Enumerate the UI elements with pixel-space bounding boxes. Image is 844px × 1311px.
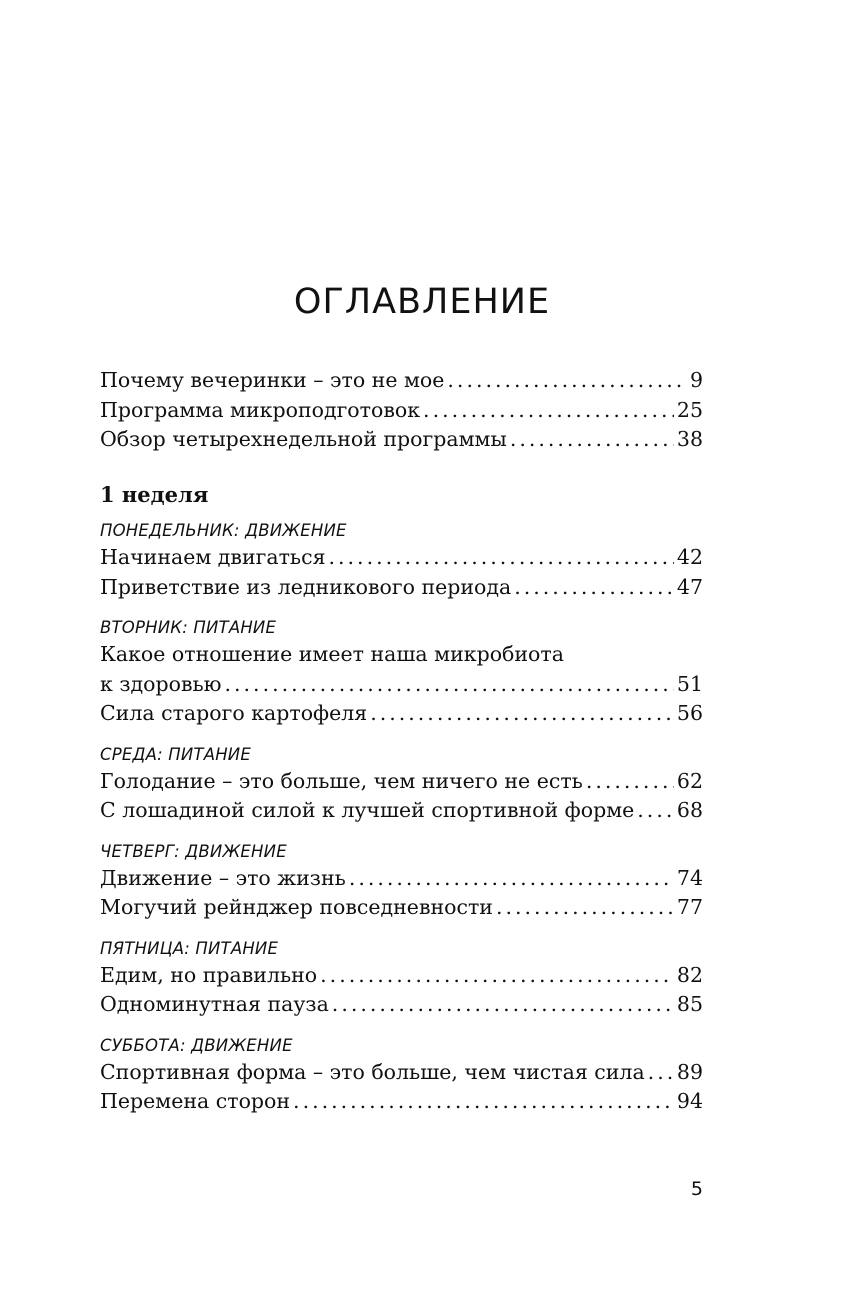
week-heading: 1 неделя <box>100 481 209 507</box>
toc-entry-page: 82 <box>676 962 703 987</box>
toc-entry-title: к здоровью <box>100 671 222 696</box>
toc-entry[interactable] <box>100 1087 703 1117</box>
toc-entry-title: Сила старого картофеля <box>100 701 368 725</box>
toc-entry-page: 56 <box>676 701 703 725</box>
dot-leader <box>332 990 674 1020</box>
day-section-saturday <box>100 1035 703 1117</box>
toc-entry-title: Голодание – это больше, чем ничего не есть <box>100 768 583 793</box>
toc-entry[interactable] <box>100 396 703 426</box>
toc-entry[interactable] <box>100 425 703 455</box>
dot-leader <box>648 1058 674 1088</box>
toc-entry-page: 68 <box>676 798 703 822</box>
toc-entry[interactable] <box>100 864 703 894</box>
toc-entry-title: Приветствие из ледникового периода <box>100 574 512 599</box>
day-heading: ВТОРНИК: ПИТАНИЕ <box>100 618 277 637</box>
toc-entry[interactable] <box>100 543 703 573</box>
toc-entry-title: Перемена сторон <box>100 1089 291 1113</box>
day-section-tuesday <box>100 617 703 729</box>
dot-leader <box>349 864 674 894</box>
dot-leader <box>225 670 674 700</box>
toc-entry-page: 9 <box>689 368 703 392</box>
toc-entry-title: Одноминутная пауза <box>100 992 329 1016</box>
toc-entry-page: 89 <box>676 1059 703 1084</box>
dot-leader <box>320 961 674 991</box>
day-section-monday <box>100 520 703 602</box>
toc-entry-title: С лошадиной силой к лучшей спортивной форме <box>100 798 635 822</box>
toc-entry-title: Начинаем двигаться <box>100 545 326 569</box>
dot-leader <box>370 699 674 729</box>
toc-entry[interactable] <box>100 961 703 991</box>
toc-entry-title: Почему вечеринки – это не мое <box>100 368 445 392</box>
dot-leader <box>586 767 674 797</box>
day-heading: ПЯТНИЦА: ПИТАНИЕ <box>100 938 279 958</box>
dot-leader <box>637 796 674 826</box>
toc-entry[interactable] <box>100 366 703 396</box>
day-section-thursday <box>100 841 703 923</box>
front-matter-entries <box>100 366 703 455</box>
toc-entry[interactable] <box>100 893 703 923</box>
toc-entry-page: 38 <box>676 427 703 451</box>
toc-entry-title: Могучий рейнджер повседневности <box>100 895 493 919</box>
toc-entry-page: 51 <box>676 671 703 696</box>
toc-entry-page: 42 <box>676 545 703 569</box>
toc-entry-page: 77 <box>676 895 703 919</box>
day-heading: ПОНЕДЕЛЬНИК: ДВИЖЕНИЕ <box>100 521 347 540</box>
toc-entry[interactable] <box>100 990 703 1020</box>
dot-leader <box>496 893 674 923</box>
dot-leader <box>514 573 674 603</box>
toc-entry-title: Обзор четырехнедельной программы <box>100 427 507 451</box>
dot-leader <box>447 366 687 396</box>
toc-entry[interactable] <box>100 670 703 700</box>
toc-entry-title: Едим, но правильно <box>100 962 318 987</box>
dot-leader <box>329 543 674 573</box>
toc-entry[interactable] <box>100 573 703 603</box>
toc-entry-page: 74 <box>676 865 703 890</box>
toc-entry-page: 25 <box>676 397 703 422</box>
day-heading: СУББОТА: ДВИЖЕНИЕ <box>100 1035 293 1055</box>
dot-leader <box>510 425 674 455</box>
day-section-friday <box>100 938 703 1020</box>
toc-entry[interactable] <box>100 1058 703 1088</box>
dot-leader <box>423 396 674 426</box>
table-of-contents <box>100 366 703 1117</box>
day-heading: ЧЕТВЕРГ: ДВИЖЕНИЕ <box>100 841 287 861</box>
day-heading: СРЕДА: ПИТАНИЕ <box>100 744 251 764</box>
day-section-wednesday <box>100 744 703 826</box>
page-title: ОГЛАВЛЕНИЕ <box>293 282 551 322</box>
toc-entry[interactable] <box>100 699 703 729</box>
toc-entry-page: 94 <box>676 1089 703 1113</box>
toc-entry-title: Движение – это жизнь <box>100 865 346 890</box>
toc-entry-title: Спортивная форма – это больше, чем чистая сила <box>100 1059 645 1084</box>
toc-entry-title-line[interactable]: Какое отношение имеет наша микробиота <box>100 642 564 666</box>
page-number: 5 <box>690 1178 703 1200</box>
toc-entry-title: Программа микроподготовок <box>100 397 421 422</box>
toc-entry[interactable] <box>100 767 703 797</box>
toc-entry-page: 85 <box>676 992 703 1016</box>
toc-entry-page: 62 <box>676 768 703 793</box>
toc-entry[interactable] <box>100 796 703 826</box>
toc-entry-page: 47 <box>676 574 703 599</box>
dot-leader <box>293 1087 674 1117</box>
